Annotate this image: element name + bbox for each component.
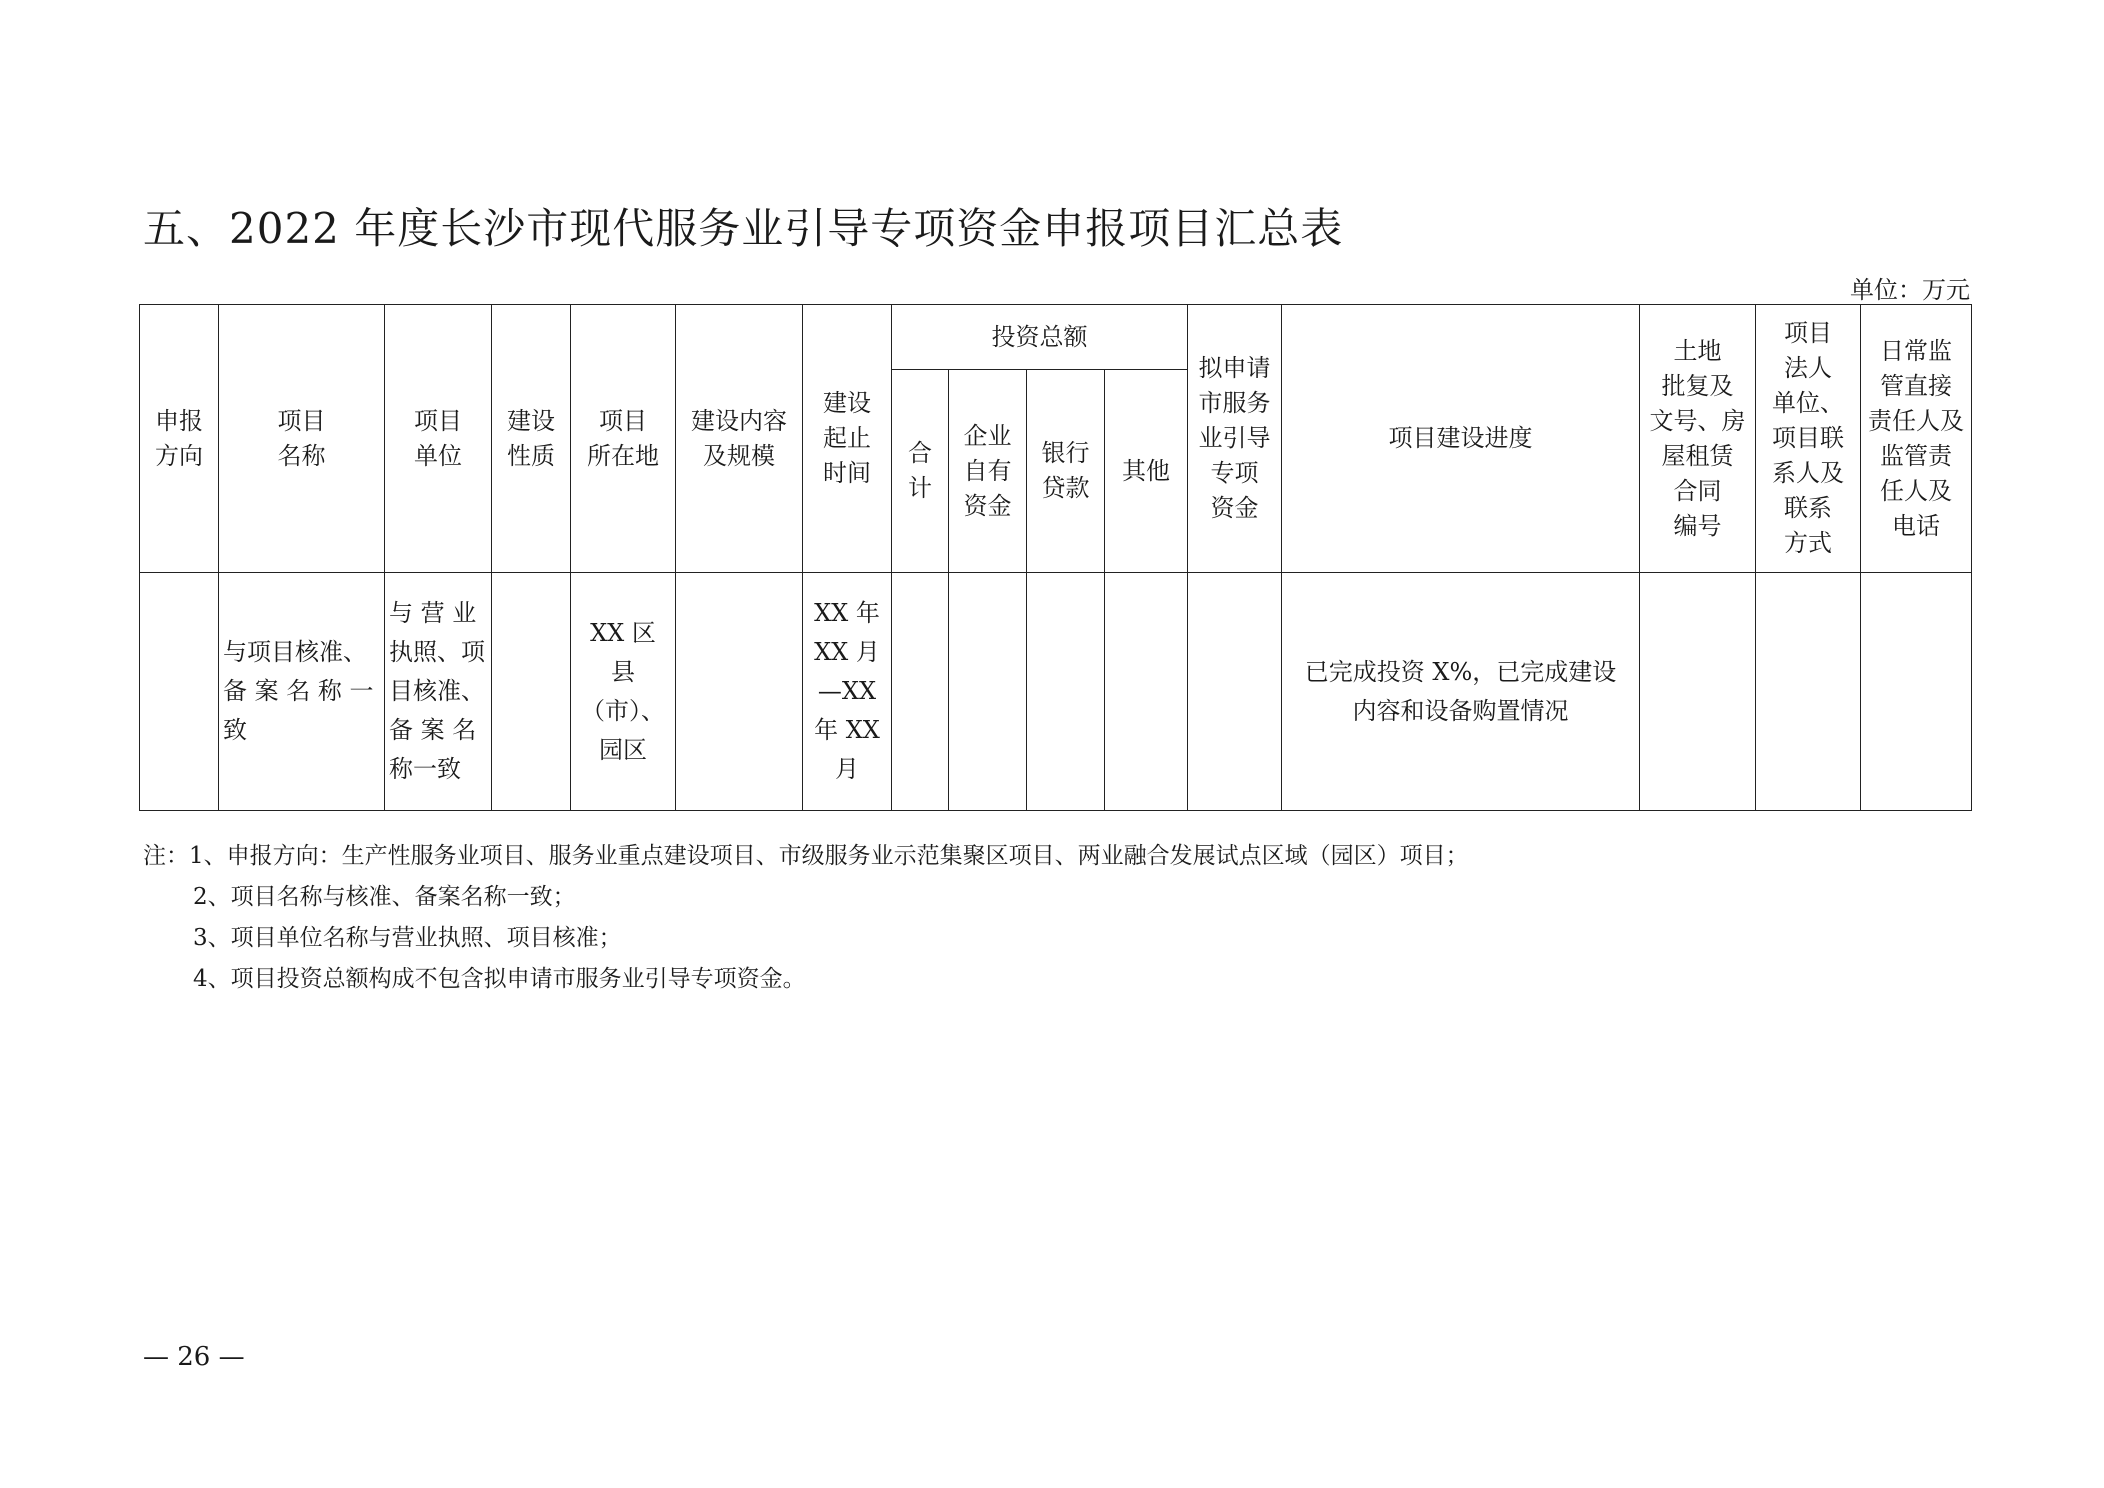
cell-project-unit-line: 执照、项 <box>389 638 485 666</box>
header-project-unit <box>385 305 492 573</box>
header-build-nature <box>492 305 571 573</box>
header-guide-fund <box>1188 305 1282 573</box>
header-land-line: 合同 <box>1673 476 1722 505</box>
header-other: 其他 <box>1105 370 1188 573</box>
cell-bank-loan <box>1027 573 1105 811</box>
header-subtotal <box>892 370 949 573</box>
cell-progress-line: 内容和设备购置情况 <box>1352 696 1569 725</box>
header-bank-loan-line: 银行 <box>1041 439 1090 467</box>
table-row <box>140 573 1972 811</box>
header-supervisor-line: 电话 <box>1892 511 1940 540</box>
header-subtotal-line: 合 <box>908 439 932 467</box>
cell-project-unit <box>385 573 492 811</box>
summary-table <box>139 304 1972 811</box>
header-land-line: 土地 <box>1673 336 1722 365</box>
header-direction-line: 方向 <box>155 441 203 470</box>
header-project-unit-line: 项目 <box>414 406 462 435</box>
header-investment-total: 投资总额 <box>892 305 1188 370</box>
header-self-funds <box>949 370 1027 573</box>
header-project-name-line: 名称 <box>277 441 326 470</box>
header-content-scale-line: 及规模 <box>703 441 775 470</box>
header-guide-fund-line: 市服务 <box>1198 389 1271 417</box>
cell-guide-fund <box>1188 573 1282 811</box>
cell-location-line: 县 <box>611 657 635 686</box>
header-project-name-line: 项目 <box>277 406 326 435</box>
cell-self-funds <box>949 573 1027 811</box>
header-content-scale <box>676 305 803 573</box>
header-legal-line: 项目 <box>1784 319 1832 347</box>
header-row-1 <box>140 305 1972 370</box>
header-direction <box>140 305 219 573</box>
header-land <box>1640 305 1756 573</box>
cell-period-line: 月 <box>835 755 859 783</box>
header-subtotal-line: 计 <box>908 474 932 502</box>
header-supervisor-line: 任人及 <box>1880 476 1952 505</box>
cell-location-line: （市）、 <box>581 696 665 725</box>
header-supervisor-line: 管直接 <box>1880 371 1952 400</box>
header-location-line: 项目 <box>599 406 647 435</box>
header-supervisor-line: 日常监 <box>1880 336 1952 365</box>
cell-project-name-line: 致 <box>223 716 247 744</box>
cell-progress-line: 已完成投资 X%，已完成建设 <box>1304 657 1617 686</box>
cell-project-unit-line: 称一致 <box>389 755 461 783</box>
header-land-line: 批复及 <box>1661 371 1734 400</box>
cell-supervisor <box>1861 573 1972 811</box>
header-build-nature-line: 建设 <box>507 406 555 435</box>
cell-location <box>571 573 676 811</box>
header-self-funds-line: 自有 <box>963 456 1012 485</box>
unit-label: 单位：万元 <box>1850 276 1970 304</box>
header-supervisor-line: 监管责 <box>1880 441 1952 470</box>
header-land-line: 屋租赁 <box>1661 441 1734 470</box>
header-content-scale-line: 建设内容 <box>691 406 787 435</box>
header-self-funds-line: 企业 <box>963 421 1012 450</box>
header-legal-line: 法人 <box>1784 354 1832 382</box>
note-line: 2、项目名称与核准、备案名称一致； <box>193 884 576 910</box>
cell-project-name <box>219 573 385 811</box>
header-location <box>571 305 676 573</box>
header-guide-fund-line: 业引导 <box>1198 424 1271 452</box>
page-title: 五、2022 年度长沙市现代服务业引导专项资金申报项目汇总表 <box>143 204 1344 253</box>
header-bank-loan <box>1027 370 1105 573</box>
cell-project-unit-line: 与 营 业 <box>389 599 477 627</box>
cell-project-name-line: 备 案 名 称 一 <box>223 677 374 705</box>
page-number: — 26 — <box>143 1342 245 1372</box>
header-location-line: 所在地 <box>587 441 659 470</box>
header-land-line: 编号 <box>1673 511 1722 540</box>
header-legal <box>1756 305 1861 573</box>
cell-other <box>1105 573 1188 811</box>
header-project-name <box>219 305 385 573</box>
header-project-unit-line: 单位 <box>414 441 462 470</box>
notes <box>143 836 1469 1000</box>
header-progress: 项目建设进度 <box>1282 305 1640 573</box>
cell-period-line: XX 月 <box>814 638 880 666</box>
header-build-nature-line: 性质 <box>507 441 555 470</box>
header-land-line: 文号、房 <box>1649 406 1746 435</box>
header-legal-line: 联系 <box>1784 494 1832 522</box>
header-period <box>803 305 892 573</box>
header-supervisor-line: 责任人及 <box>1868 406 1964 435</box>
note-line: 4、项目投资总额构成不包含拟申请市服务业引导专项资金。 <box>193 966 806 992</box>
cell-location-line: XX 区 <box>590 618 656 647</box>
cell-content-scale <box>676 573 803 811</box>
header-period-line: 建设 <box>823 389 871 417</box>
header-legal-line: 项目联 <box>1772 424 1844 452</box>
cell-period-line: —XX <box>817 677 877 705</box>
header-period-line: 时间 <box>823 459 871 487</box>
cell-progress <box>1282 573 1640 811</box>
header-self-funds-line: 资金 <box>963 491 1012 520</box>
header-legal-line: 单位、 <box>1772 389 1844 417</box>
cell-direction <box>140 573 219 811</box>
cell-subtotal <box>892 573 949 811</box>
cell-build-nature <box>492 573 571 811</box>
cell-period <box>803 573 892 811</box>
cell-project-unit-line: 目核准、 <box>389 677 485 705</box>
header-period-line: 起止 <box>823 424 871 452</box>
header-bank-loan-line: 贷款 <box>1041 474 1090 502</box>
cell-project-unit-line: 备 案 名 <box>389 716 477 744</box>
note-line: 3、项目单位名称与营业执照、项目核准； <box>193 925 622 951</box>
header-guide-fund-line: 拟申请 <box>1198 354 1271 382</box>
cell-location-line: 园区 <box>599 735 647 764</box>
header-supervisor <box>1861 305 1972 573</box>
header-legal-line: 方式 <box>1784 529 1832 557</box>
header-legal-line: 系人及 <box>1772 459 1844 487</box>
header-guide-fund-line: 专项 <box>1210 459 1259 487</box>
cell-period-line: XX 年 <box>814 599 880 627</box>
header-direction-line: 申报 <box>155 406 203 435</box>
header-guide-fund-line: 资金 <box>1210 494 1259 522</box>
cell-period-line: 年 XX <box>814 716 880 744</box>
note-line: 注：1、申报方向：生产性服务业项目、服务业重点建设项目、市级服务业示范集聚区项目、两业融合发展试点区域（园区）项目； <box>143 843 1469 869</box>
cell-land <box>1640 573 1756 811</box>
cell-legal <box>1756 573 1861 811</box>
cell-project-name-line: 与项目核准、 <box>223 638 367 666</box>
